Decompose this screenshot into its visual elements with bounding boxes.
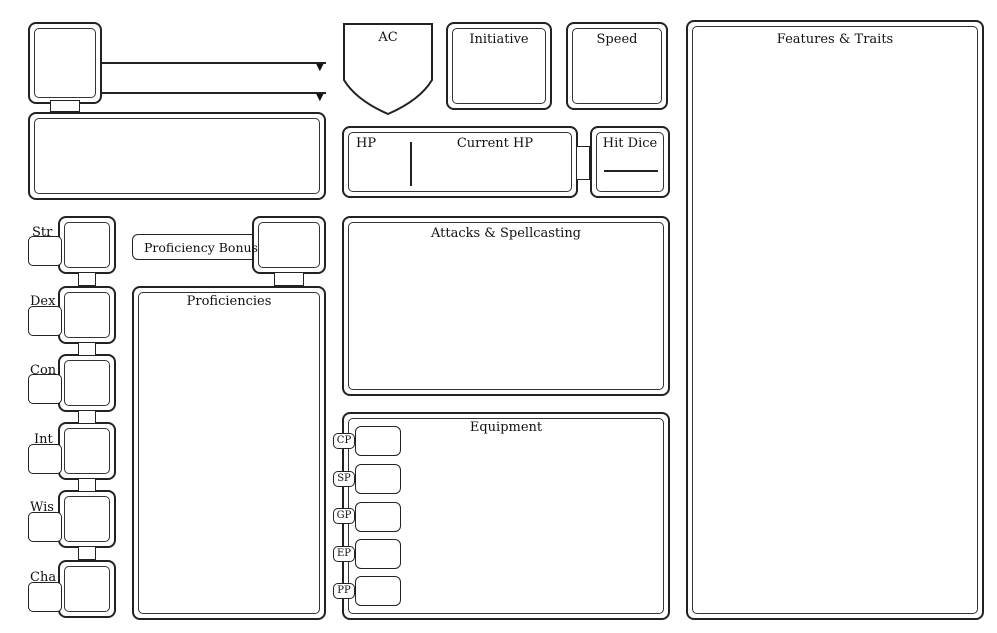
ability-box-dex[interactable]: [58, 286, 116, 344]
ability-box-cha[interactable]: [58, 560, 116, 618]
coin-box-cp[interactable]: [355, 426, 401, 456]
ability-box-con[interactable]: [58, 354, 116, 412]
ability-connector-int: [78, 478, 96, 492]
ability-label-dex: Dex: [30, 294, 56, 309]
speed-box[interactable]: [566, 22, 668, 110]
ac-label: AC: [378, 30, 398, 45]
ability-mod-con[interactable]: [28, 374, 62, 404]
initiative-label: Initiative: [469, 32, 529, 47]
equipment-title: Equipment: [469, 420, 543, 435]
coin-box-sp[interactable]: [355, 464, 401, 494]
hp-box[interactable]: [342, 126, 578, 198]
coin-label-sp: SP: [333, 471, 355, 487]
features-traits-title: Features & Traits: [776, 32, 894, 47]
name-line-top-end: ▼: [316, 62, 324, 73]
ability-connector-wis: [78, 546, 96, 560]
coin-label-cp: CP: [333, 433, 355, 449]
hit-dice-box[interactable]: [590, 126, 670, 198]
ability-connector-con: [78, 410, 96, 424]
ability-label-int: Int: [34, 432, 53, 447]
portrait-box[interactable]: [28, 22, 102, 104]
ability-label-str: Str: [32, 225, 53, 240]
coin-label-ep: EP: [333, 546, 355, 562]
features-traits-box[interactable]: [686, 20, 984, 620]
proficiencies-title: Proficiencies: [186, 294, 272, 309]
proficiency-bonus-connector: [274, 272, 304, 286]
ability-box-int[interactable]: [58, 422, 116, 480]
hit-dice-label: Hit Dice: [602, 136, 658, 151]
ability-mod-wis[interactable]: [28, 512, 62, 542]
name-line-bottom: [102, 92, 326, 94]
ability-mod-dex[interactable]: [28, 306, 62, 336]
speed-label: Speed: [596, 32, 638, 47]
portrait-connector: [50, 100, 80, 112]
proficiency-bonus-label: Proficiency Bonus: [144, 240, 258, 255]
coin-box-ep[interactable]: [355, 539, 401, 569]
coin-label-pp: PP: [333, 583, 355, 599]
ability-mod-cha[interactable]: [28, 582, 62, 612]
ability-box-wis[interactable]: [58, 490, 116, 548]
hit-dice-line: [604, 170, 658, 172]
ability-mod-int[interactable]: [28, 444, 62, 474]
ability-label-wis: Wis: [30, 500, 54, 515]
ability-label-con: Con: [30, 363, 57, 378]
ability-box-str[interactable]: [58, 216, 116, 274]
name-line-top: [102, 62, 326, 64]
ability-mod-str[interactable]: [28, 236, 62, 266]
name-line-bottom-end: ▼: [316, 92, 324, 103]
character-info-box[interactable]: [28, 112, 326, 200]
coin-box-gp[interactable]: [355, 502, 401, 532]
coin-label-gp: GP: [333, 508, 355, 524]
attacks-spellcasting-title: Attacks & Spellcasting: [430, 226, 582, 241]
ability-connector-str: [78, 272, 96, 286]
ability-connector-dex: [78, 342, 96, 356]
attacks-spellcasting-box[interactable]: [342, 216, 670, 396]
initiative-box[interactable]: [446, 22, 552, 110]
current-hp-label: Current HP: [456, 136, 534, 151]
proficiencies-box[interactable]: [132, 286, 326, 620]
proficiency-bonus-box[interactable]: [252, 216, 326, 274]
hp-divider: [410, 142, 412, 186]
hp-connector: [576, 146, 590, 180]
ability-label-cha: Cha: [30, 570, 57, 585]
hp-label: HP: [356, 136, 377, 151]
coin-box-pp[interactable]: [355, 576, 401, 606]
